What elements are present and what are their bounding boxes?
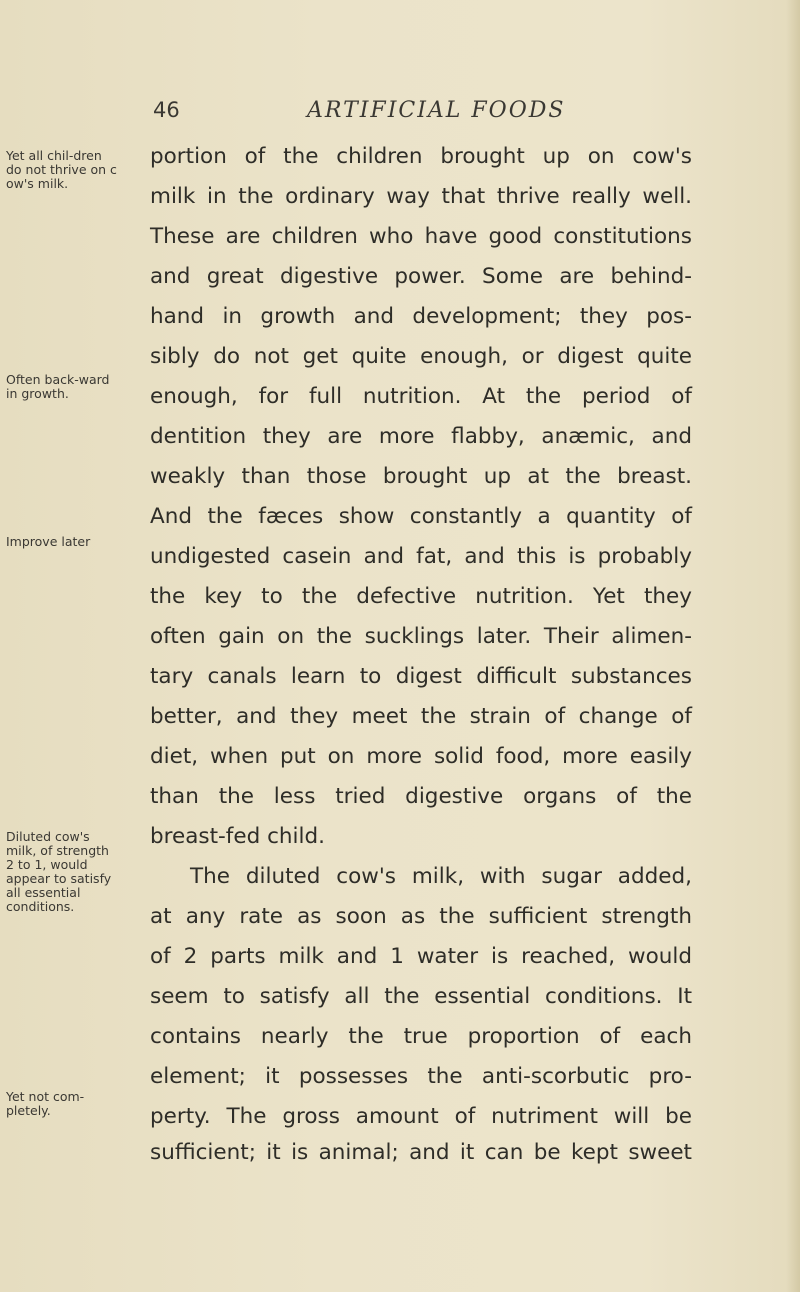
text-line: milk in the ordinary way that thrive really well. [150,184,692,209]
page-header [0,98,800,138]
text-line: at any rate as soon as the sufficient strength [150,904,692,929]
margin-note: Yet all chil-dren do not thrive on c ow's milk. [6,148,117,191]
text-line: enough, for full nutrition. At the period of [150,384,692,409]
text-line: These are children who have good constitutions [150,224,692,249]
text-line: diet, when put on more solid food, more easily [150,744,692,769]
text-line: and great digestive power. Some are behind- [150,264,692,289]
running-head: ARTIFICIAL FOODS [307,98,566,123]
page-number: 46 [153,98,180,122]
text-line: hand in growth and development; they pos- [150,304,692,329]
text-line: contains nearly the true proportion of each [150,1024,692,1049]
text-line: perty. The gross amount of nutriment will be [150,1104,692,1129]
text-line: often gain on the sucklings later. Their alimen- [150,624,692,649]
text-line: breast-fed child. [150,824,325,849]
text-line: element; it possesses the anti-scorbutic pro- [150,1064,692,1089]
page-edge-shadow [786,0,800,1292]
margin-note: Improve later [6,534,91,549]
text-line: sibly do not get quite enough, or digest quite [150,344,692,369]
text-line: than the less tried digestive organs of the [150,784,692,809]
text-line: better, and they meet the strain of change of [150,704,692,729]
text-line: weakly than those brought up at the breast. [150,464,692,489]
text-line: The diluted cow's milk, with sugar added, [190,864,692,889]
margin-note: Diluted cow's milk, of strength 2 to 1, would appear to satisfy all essential conditions. [6,829,112,914]
text-line: And the fæces show constantly a quantity of [150,504,692,529]
text-line: the key to the defective nutrition. Yet they [150,584,692,609]
text-line: seem to satisfy all the essential conditions. It [150,984,692,1009]
margin-note: Often back-ward in growth. [6,372,110,401]
margin-note: Yet not com-pletely. [6,1089,85,1118]
text-line: undigested casein and fat, and this is probably [150,544,692,569]
text-line: of 2 parts milk and 1 water is reached, would [150,944,692,969]
text-line: dentition they are more flabby, anæmic, and [150,424,692,449]
text-line: sufficient; it is animal; and it can be kept sweet [150,1140,692,1165]
text-line: tary canals learn to digest difficult substances [150,664,692,689]
text-line: portion of the children brought up on cow's [150,144,692,169]
